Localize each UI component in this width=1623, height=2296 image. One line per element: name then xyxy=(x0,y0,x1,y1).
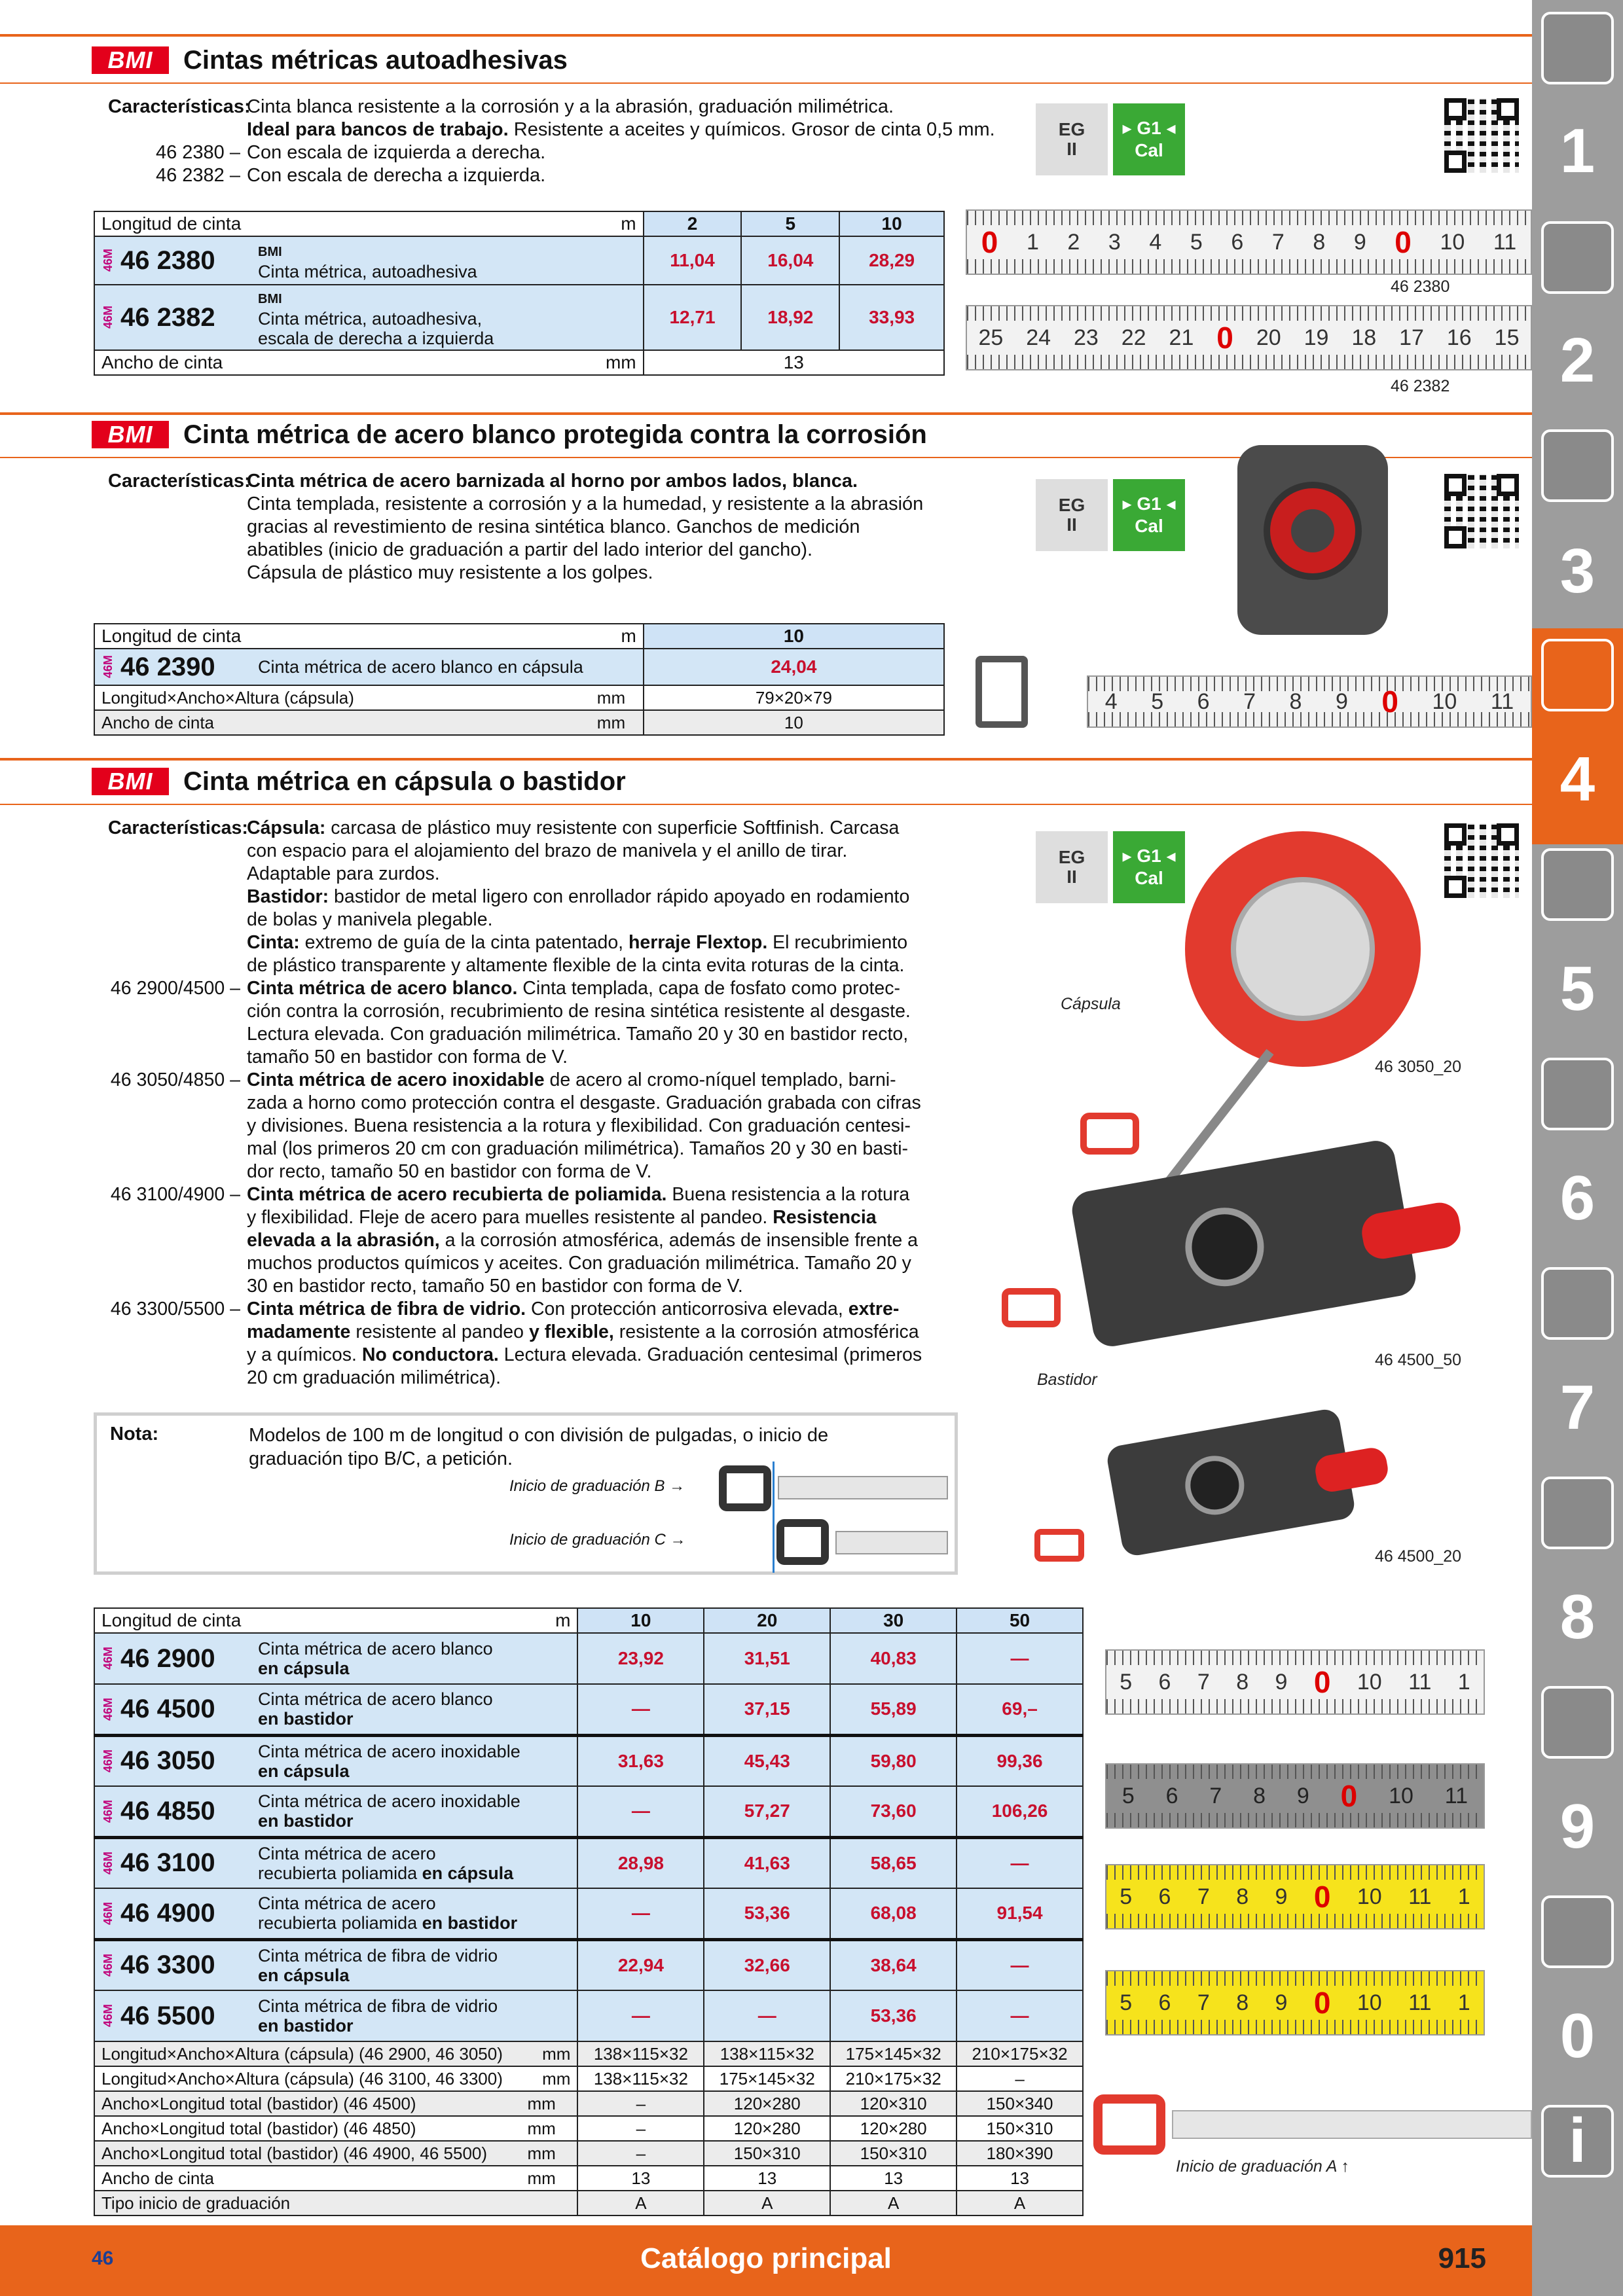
cutting-insert-icon[interactable] xyxy=(1541,221,1614,294)
section-2-features: Características: Cinta métrica de acero barnizada al horno por ambos lados, blanca. Cinta templada, resistente a corrosión y a la humedad, y resistente a la abrasión gracias al revestimiento de resina sintética blanco. Ganchos de medición abatibles (inicio de graduación a partir del lado interior del gancho). Cápsula de plástico muy resistente a los golpes. xyxy=(108,471,924,583)
price-table-2: Longitud de cinta m 10 46M 46 2390 Cinta métrica de acero blanco en cápsula 24,04 Longitud×Ancho×Altura (cápsula) mm 79×20×79 Ancho de cinta mm 10 xyxy=(94,623,945,736)
section-2-title: Cinta métrica de acero blanco protegida contra la corrosión xyxy=(183,420,927,449)
table-row[interactable]: 46M 46 4900 Cinta métrica de acero recubierta poliamida en bastidor — 53,36 68,08 91,54 xyxy=(94,1888,1083,1939)
adhesive-tape-rtl: 25 24 23 22 21 0 20 19 18 17 16 15 xyxy=(966,305,1532,370)
qr-code[interactable] xyxy=(1444,474,1519,548)
wrench-icon[interactable] xyxy=(1541,1058,1614,1130)
section-1-heading xyxy=(92,42,568,79)
tape-capsule-image xyxy=(1237,445,1388,635)
steel-tape-ruler: 4 5 6 7 8 9 0 10 11 xyxy=(1087,675,1532,728)
frame-tape-image-20 xyxy=(1105,1407,1357,1558)
section-2-heading xyxy=(92,416,927,453)
grinding-disc-icon[interactable] xyxy=(1541,848,1614,921)
adhesive-tape-ltr: 0 1 2 3 4 5 6 7 8 9 0 10 11 xyxy=(966,209,1532,275)
qr-code[interactable] xyxy=(1444,98,1519,173)
tool-cabinet-icon[interactable] xyxy=(1541,1686,1614,1759)
price-table-1: Longitud de cinta m 2 5 10 46M 46 2380 BMI Cinta métrica, autoadhesiva 11,04 16,04 28,29 46M 46 2382 BMI Cinta métrica, autoadhesiva, escala de derecha a izquierda 12,71 18,92 33,93 Ancho de cinta mm 13 xyxy=(94,211,945,376)
tape-hook-image xyxy=(976,656,1028,728)
frame-tape-image-50 xyxy=(1069,1138,1419,1349)
g1-cal-badge: ▸ G1 ◂ Cal xyxy=(1113,831,1185,903)
tape-sample-stainless: 5 6 7 8 9 0 10 11 xyxy=(1105,1763,1485,1829)
table-row[interactable]: 46M 46 4500 Cinta métrica de acero blanco en bastidor — 37,15 55,89 69,– xyxy=(94,1684,1083,1735)
qr-code[interactable] xyxy=(1444,823,1519,898)
table-row[interactable]: 46M 46 2380 BMI Cinta métrica, autoadhesiva 11,04 16,04 28,29 xyxy=(94,236,944,285)
catalog-title: Catálogo principal xyxy=(640,2242,892,2274)
section-1-features: Características: Cinta blanca resistente a la corrosión y a la abrasión, graduación milimétrica. Ideal para bancos de trabajo. Resistente a aceites y químicos. Grosor de cinta 0,5 mm. 46 2380 – Con escala de izquierda a derecha. 46 2382 – Con escala de derecha a izquierda. xyxy=(108,96,995,186)
drill-bit-icon[interactable] xyxy=(1541,12,1614,84)
bmi-logo: BMI xyxy=(92,46,169,74)
start-hook-a-image xyxy=(1093,2094,1165,2155)
table-row[interactable]: 46M 46 3050 Cinta métrica de acero inoxidable en cápsula 31,63 45,43 59,80 99,36 xyxy=(94,1735,1083,1786)
pliers-hammer-icon[interactable] xyxy=(1541,1267,1614,1340)
eg-badge: EG II xyxy=(1036,103,1108,175)
bmi-logo: BMI xyxy=(92,421,169,448)
g1-cal-badge: ▸ G1 ◂ Cal xyxy=(1113,479,1185,551)
g1-cal-badge: ▸ G1 ◂ Cal xyxy=(1113,103,1185,175)
section-3-features: Características: Cápsula: carcasa de plástico muy resistente con superficie Softfinish. Carcasa con espacio para el alojamiento del brazo de manivela y el anillo de tirar. Adaptable para zurdos. Bastidor: bastidor de metal ligero con enrollador rápido apoyado en rodamiento de bolas y manivela plegable. Cinta: extremo de guía de la cinta patentado, herraje Flextop. El recubrimiento de plástico transparente y altamente flexible de la cinta evita roturas de la cinta. 46 2900/4500 – Cinta métrica de acero blanco. Cinta templada, capa de fosfato como protec- ción contra la corrosión, recubrimiento de resina sintética resistente al desgaste. Lectura elevada. Con graduación milimétrica. Tamaño 20 y 30 en bastidor recto, tamaño 50 en bastidor con forma de V. 46 3050/4850 – Cinta métrica de acero inoxidable de acero al cromo-níquel templado, barni- zada a horno como protección contra el desgaste. Graduación grabada con cifras y divisiones. Buena resistencia a la rotura y flexibilidad. Con graduación centesi- mal (los primeros 20 cm con graduación milimétrica). Tamaños 20 y 30 en basti- dor recto, tamaño 50 en bastidor con forma de V. 46 3100/4900 – Cinta métrica de acero recubierta de poliamida. Buena resistencia a la rotura y flexibilidad. Fleje de acero para muelles resistente al pandeo. Resistencia elevada a la abrasión, a la corrosión atmosférica, además de insensible frente a muchos productos químicos y aceites. Con graduación milimétrica. Tamaño 20 y 30 en bastidor recto, tamaño 50 en bastidor con forma de V. 46 3300/5500 – Cinta métrica de fibra de vidrio. Con protección anticorrosiva elevada, extre- madamente resistente al pandeo y flexible, resistente a la corrosión atmosférica y a químicos. No conductora. Lectura elevada. Graduación centesimal (primeros 20 cm graduación milimétrica). xyxy=(108,817,922,1388)
table-row[interactable]: 46M 46 2900 Cinta métrica de acero blanco en cápsula 23,92 31,51 40,83 — xyxy=(94,1633,1083,1684)
tape-sample-fiberglass: 5 6 7 8 9 0 10 11 1 xyxy=(1105,1970,1485,2036)
workbench-icon[interactable] xyxy=(1541,1477,1614,1549)
table-row[interactable]: 46M 46 4850 Cinta métrica de acero inoxidable en bastidor — 57,27 73,60 106,26 xyxy=(94,1786,1083,1837)
section-rule xyxy=(0,34,1532,37)
caliper-icon[interactable] xyxy=(1541,639,1614,711)
page-number: 915 xyxy=(1438,2242,1486,2274)
bmi-logo: BMI xyxy=(92,768,169,795)
tool-holder-icon[interactable] xyxy=(1541,429,1614,502)
price-table-3: Longitud de cinta m 10 20 30 50 46M 46 2900 Cinta métrica de acero blanco en cápsula 23,92 31,51 40,83 — 46M 46 4500 Cinta métrica de acero blanco en bastidor — 37,15 55,89 69,– 46M 46 3050 Cinta métrica de acero inoxidable en cápsula 31,63 45,43 59,80 99,36 46M 46 4850 Cinta métrica de acero inoxidable en bastidor — 57,27 73,60 106,26 46M 46 3100 Cinta métrica de acero recubierta poliamida en cápsula 28,98 41,63 58,65 — 46M 46 4900 Cinta métrica de acero recubierta poliamida en bastidor — 53,36 68,08 91,54 46M 46 3300 Cinta métrica de fibra de vidrio en cápsula 22,94 32,66 38,64 — 46M 46 5500 Cinta métrica de fibra de vidrio en bastidor — — 53,36 — Longitud×Ancho×Altura (cápsula) (46 2900, 46 3050) mm 138×115×32 138×115×32 175×145×32 210×175×32 Longitud×Ancho×Altura (cápsula) (46 3100, 46 3300) mm 138×115×32 175×145×32 210×175×32 – Ancho×Longitud total (bastidor) (46 4500) mm – 120×280 120×310 150×340 Ancho×Longitud total (bastidor) (46 4850) mm – 120×280 120×280 150×310 Ancho×Longitud total (bastidor) (46 4900, 46 5500) mm – 150×310 150×310 180×390 Ancho de cinta mm 13 13 13 13 Tipo inicio de graduación A A A A xyxy=(94,1607,1084,2216)
tape-sample-polyamide: 5 6 7 8 9 0 10 11 1 xyxy=(1105,1864,1485,1929)
eg-badge: EG II xyxy=(1036,831,1108,903)
table-row[interactable]: 46M 46 2382 BMI Cinta métrica, autoadhesiva, escala de derecha a izquierda 12,71 18,92 33,93 xyxy=(94,285,944,350)
section-3-heading xyxy=(92,763,626,800)
section-1-title: Cintas métricas autoadhesivas xyxy=(183,45,568,75)
catalog-page: BMI Cintas métricas autoadhesivas Características: Cinta blanca resistente a la corrosión y a la abrasión, graduación milimétrica. Ideal para bancos de trabajo. Resistente a aceites y químicos. Grosor de cinta 0,5 mm. 46 2380 – Con escala de izquierda a derecha. 46 2382 – Con escala de derecha a izquierda. EG II ▸ G1 ◂ Cal Longitud de cinta m 2 5 10 46M 46 2380 BMI Cinta métrica, autoadhesiva 11,04 16,04 28,29 46M 46 2382 BMI Cinta métrica, autoadhesiva, escala de derecha a izquierda 12,71 18,92 33,93 Ancho de cinta mm 13 0 1 2 3 4 5 6 7 8 9 0 10 11 46 2380 25 24 23 22 21 0 20 19 18 17 16 15 46 2382 BMI Cinta métrica de acero blanco protegida contra la corrosión Características: Cinta métrica de acero barnizada al horno por ambos lados, blanca. Cinta templada, resistente a corrosión y a la humedad, y resistente a la abrasión gracias al revestimiento de resina sintética blanco. Ganchos de medición abatibles (inicio de graduación a partir del lado interior del gancho). Cápsula de plástico muy resistente a los golpes. EG II ▸ G1 ◂ Cal Longitud de cinta m 10 46M 46 2390 Cinta métrica de acero blanco en cápsula 24,04 Longitud×Ancho×Altura (cápsula) mm 79×20×79 Ancho de cinta mm 10 4 5 6 7 8 9 0 10 11 BMI Cinta métrica en cápsula o bastidor Características: Cápsula: carcasa de plástico muy resistente con superficie Softfinish. Carcasa con espacio para el alojamiento del brazo de manivela y el anillo de tirar. Adaptable para zurdos. Bastidor: bastidor de metal ligero con enrollador rápido apoyado en rodamiento de bolas y manivela plegable. Cinta: extremo de guía de la cinta patentado, herraje Flextop. El recubrimiento de plástico transparente y altamente flexible de la cinta evita roturas de la cinta. 46 2900/4500 – Cinta métrica de acero blanco. Cinta templada, capa de fosfato como protec- ción contra la corrosión, recubrimiento de resina sintética resistente al desgaste. Lectura elevada. Con graduación milimétrica. Tamaño 20 y 30 en bastidor recto, tamaño 50 en bastidor con forma de V. 46 3050/4850 – Cinta métrica de acero inoxidable de acero al cromo-níquel templado, barni- zada a horno como protección contra el desgaste. Graduación grabada con cifras y divisiones. Buena resistencia a la rotura y flexibilidad. Con graduación centesi- mal (los primeros 20 cm con graduación milimétrica). Tamaños 20 y 30 en basti- dor recto, tamaño 50 en bastidor con forma de V. 46 3100/4900 – Cinta métrica de acero recubierta de poliamida. Buena resistencia a la rotura y flexibilidad. Fleje de acero para muelles resistente al pandeo. Resistencia elevada a la abrasión, a la corrosión atmosférica, además de insensible frente a muchos productos químicos y aceites. Con graduación milimétrica. Tamaño 20 y 30 en bastidor recto, tamaño 50 en bastidor con forma de V. 46 3300/5500 – Cinta métrica de fibra de vidrio. Con protección anticorrosiva elevada, extre- madamente resistente al pandeo y flexible, resistente a la corrosión atmosférica y a químicos. No conductora. Lectura elevada. Graduación centesimal (primeros 20 cm graduación milimétrica). EG II ▸ G1 ◂ Cal Cápsula 46 3050_20 Bastidor 46 4500_50 46 4500_20 Nota: Modelos de 100 m de longitud o con división de pulgadas, o inicio de graduación tipo B/C, a petición. Inicio de graduación B → Inicio de graduación C → Longitud de cinta m 10 20 30 50 46M 46 2900 Cinta métrica de acero blanco en cápsula 23,92 31,51 40,83 — 46M 46 4500 Cinta métrica de acero blanco en bastidor — 37,15 55,89 69,– 46M 46 3050 Cinta métrica de acero inoxidable en cápsula 31,63 45,43 59,80 99,36 46M 46 4850 Cinta métrica de acero inoxidable en bastidor — 57,27 73,60 106,26 46M 46 3100 Cinta métrica de acero recubierta poliamida en cápsula 28,98 41,63 58,65 — 46M 46 4900 Cinta métrica de acero recubierta poliamida en bastidor — 53,36 68,08 91,54 46M 46 3300 Cinta métrica de fibra de vidrio en cápsula 22,94 32,66 38,64 — 46M 46 5500 Cinta métrica de fibra de vidrio en bastidor — — 53,36 — Longitud×Ancho×Altura (cápsula) (46 2900, 46 3050) mm 138×115×32 138×115×32 175×145×32 210×175×32 Longitud×Ancho×Altura (cápsula) (46 3100, 46 3300) mm 138×115×32 175×145×32 210×175×32 – Ancho×Longitud total (bastidor) (46 4500) mm – 120×280 120×310 150×340 Ancho×Longitud total (bastidor) (46 4850) mm – 120×280 120×280 150×310 Ancho×Longitud total (bastidor) (46 4900, 46 5500) mm – 150×310 150×310 180×390 Ancho de cinta mm 13 13 13 13 Tipo inicio de graduación A A A A 5 6 7 8 9 0 10 11 1 5 6 7 8 9 0 10 11 5 6 7 8 9 0 10 11 1 5 6 7 8 9 0 10 11 1 Inicio de graduación A ↑ 1 2 3 4 5 6 7 8 9 0 i 46 Catálogo principal 915 xyxy=(0,0,1623,2296)
tape-sample-white: 5 6 7 8 9 0 10 11 1 xyxy=(1105,1649,1485,1715)
capsule-tape-image xyxy=(1185,831,1421,1067)
page-footer xyxy=(0,2225,1532,2296)
eg-badge: EG II xyxy=(1036,479,1108,551)
capsule-handle-image xyxy=(1080,1113,1139,1155)
table-row[interactable]: 46M 46 5500 Cinta métrica de fibra de vidrio en bastidor — — 53,36 — xyxy=(94,1990,1083,2041)
section-3-title: Cinta métrica en cápsula o bastidor xyxy=(183,766,626,796)
table-row[interactable]: 46M 46 3300 Cinta métrica de fibra de vidrio en cápsula 22,94 32,66 38,64 — xyxy=(94,1939,1083,1990)
chapter-number: 46 xyxy=(92,2248,114,2269)
table-row[interactable]: 46M 46 3100 Cinta métrica de acero recubierta poliamida en cápsula 28,98 41,63 58,65 — xyxy=(94,1837,1083,1888)
table-row[interactable]: 46M 46 2390 Cinta métrica de acero blanco en cápsula 24,04 xyxy=(94,649,944,685)
safety-gear-icon[interactable] xyxy=(1541,1895,1614,1968)
note-box: Nota: Modelos de 100 m de longitud o con división de pulgadas, o inicio de graduación tipo B/C, a petición. Inicio de graduación B → Inicio de graduación C → xyxy=(94,1412,958,1575)
